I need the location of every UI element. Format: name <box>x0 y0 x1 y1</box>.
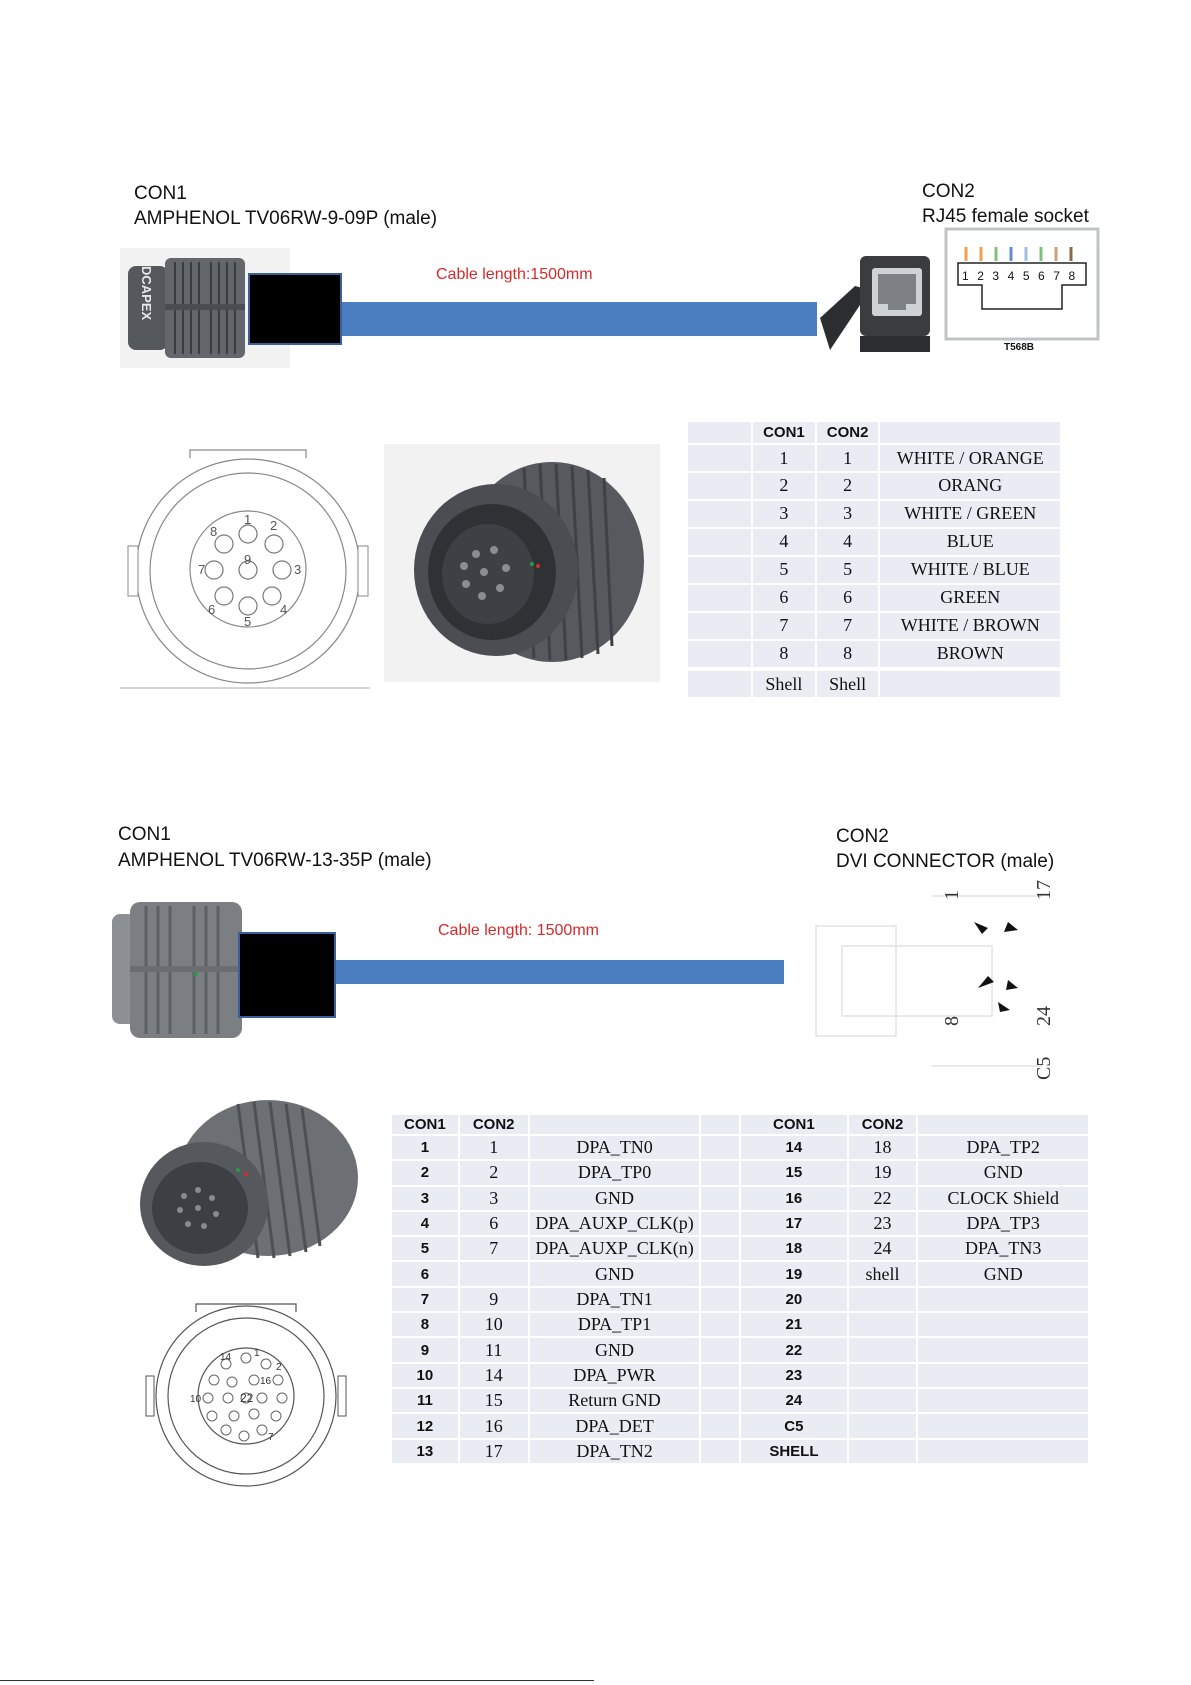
s2-dvi-label-c5: C5 <box>1033 1056 1055 1080</box>
signal: DPA_TN2 <box>529 1439 701 1464</box>
s2-con2-title: CON2 <box>836 826 889 847</box>
table-row <box>391 1312 1089 1337</box>
con2-pin <box>848 1337 918 1362</box>
con2-pin: 6 <box>459 1211 529 1236</box>
s2-amphenol-connector-image <box>112 896 242 1042</box>
con2-pin: 23 <box>848 1211 918 1236</box>
s1-con1-desc: AMPHENOL TV06RW-9-09P (male) <box>134 208 438 229</box>
signal: GND <box>917 1160 1089 1185</box>
s2-face-pin-7: 7 <box>268 1432 274 1443</box>
s1-con2-title: CON2 <box>922 181 975 202</box>
s1-header-con1: CON1 <box>752 421 816 444</box>
con1-pin: 7 <box>391 1287 459 1312</box>
con1-pin: 9 <box>391 1337 459 1362</box>
con1-pin: 1 <box>752 444 816 472</box>
con2-pin: 8 <box>816 640 880 668</box>
table-row <box>391 1388 1089 1413</box>
con2-pin: Shell <box>816 670 880 698</box>
s1-face-pin-5: 5 <box>244 614 252 629</box>
signal <box>917 1388 1089 1413</box>
s2-header-gap <box>700 1114 740 1135</box>
signal: DPA_TP3 <box>917 1211 1089 1236</box>
s2-face-pin-1: 1 <box>254 1348 260 1359</box>
signal <box>917 1312 1089 1337</box>
signal: DPA_AUXP_CLK(p) <box>529 1211 701 1236</box>
s1-header-blank <box>687 421 752 444</box>
con1-pin: 8 <box>752 640 816 668</box>
s2-con1-desc: AMPHENOL TV06RW-13-35P (male) <box>118 850 432 871</box>
table-row <box>687 612 1061 640</box>
s2-header-con1-left: CON1 <box>391 1114 459 1135</box>
signal: DPA_TN3 <box>917 1236 1089 1261</box>
con2-pin: 24 <box>848 1236 918 1261</box>
s1-brand-text: DCAPEX <box>139 266 154 321</box>
con2-pin: 22 <box>848 1186 918 1211</box>
table-row <box>391 1160 1089 1185</box>
signal: DPA_AUXP_CLK(n) <box>529 1236 701 1261</box>
table-row <box>687 640 1061 668</box>
con2-pin: 10 <box>459 1312 529 1337</box>
s2-cable-boot <box>238 932 336 1018</box>
s2-header-signal-right <box>917 1114 1089 1135</box>
table-row <box>391 1363 1089 1388</box>
con1-pin: 1 <box>391 1135 459 1160</box>
signal: DPA_TN0 <box>529 1135 701 1160</box>
wire-color: WHITE / BROWN <box>879 612 1061 640</box>
con1-pin: 5 <box>391 1236 459 1261</box>
signal: GND <box>917 1261 1089 1286</box>
s1-rj45-pinout-diagram <box>944 227 1100 353</box>
s2-face-pin-16: 16 <box>260 1376 272 1387</box>
s2-dvi-label-1b: 1 <box>941 890 963 900</box>
s1-cable <box>342 302 817 336</box>
s1-rj45-standard: T568B <box>1004 342 1035 353</box>
s1-pin-table <box>686 420 1062 699</box>
wire-color: ORANG <box>879 472 1061 500</box>
con1-pin: Shell <box>752 670 816 698</box>
con2-pin: 2 <box>459 1160 529 1185</box>
con2-pin: 19 <box>848 1160 918 1185</box>
s1-rj45-pin-numbers: 1 2 3 4 5 6 7 8 <box>962 269 1078 283</box>
con2-pin: 4 <box>816 528 880 556</box>
con1-pin: 2 <box>391 1160 459 1185</box>
signal: CLOCK Shield <box>917 1186 1089 1211</box>
con1-pin: 19 <box>740 1261 848 1286</box>
con1-pin: 3 <box>752 500 816 528</box>
con2-pin: 7 <box>459 1236 529 1261</box>
signal: DPA_PWR <box>529 1363 701 1388</box>
s1-cable-length-label: Cable length:1500mm <box>436 266 593 283</box>
con1-pin: 23 <box>740 1363 848 1388</box>
table-row <box>391 1186 1089 1211</box>
s1-header-con2: CON2 <box>816 421 880 444</box>
s1-cable-boot <box>248 273 342 345</box>
con2-pin: 14 <box>459 1363 529 1388</box>
s1-con2-desc: RJ45 female socket <box>922 206 1089 227</box>
table-row <box>687 528 1061 556</box>
con1-pin: 17 <box>740 1211 848 1236</box>
s2-pin-table <box>390 1113 1090 1465</box>
con1-pin: 3 <box>391 1186 459 1211</box>
s2-cable-length-label: Cable length: 1500mm <box>438 922 599 939</box>
con1-pin: 18 <box>740 1236 848 1261</box>
s1-header-color <box>879 421 1061 444</box>
con2-pin: 15 <box>459 1388 529 1413</box>
con2-pin: 5 <box>816 556 880 584</box>
con2-pin: 7 <box>816 612 880 640</box>
table-row <box>391 1413 1089 1438</box>
wire-color: GREEN <box>879 584 1061 612</box>
con2-pin: 17 <box>459 1439 529 1464</box>
signal <box>917 1337 1089 1362</box>
con1-pin: 6 <box>391 1261 459 1286</box>
con1-pin: 15 <box>740 1160 848 1185</box>
s2-dvi-label-24: 24 <box>1033 1006 1055 1026</box>
con2-pin: 2 <box>816 472 880 500</box>
s1-connector-face-diagram <box>120 446 375 691</box>
con2-pin <box>848 1287 918 1312</box>
s2-table-header-row <box>391 1114 1089 1135</box>
con1-pin: 22 <box>740 1337 848 1362</box>
table-row <box>687 444 1061 472</box>
s2-connector-face-diagram <box>136 1300 358 1490</box>
con1-pin: 4 <box>391 1211 459 1236</box>
s2-connector-3d-image <box>134 1092 362 1278</box>
con2-pin <box>848 1363 918 1388</box>
con2-pin <box>459 1261 529 1286</box>
con2-pin: 3 <box>816 500 880 528</box>
con2-pin: 9 <box>459 1287 529 1312</box>
con2-pin <box>848 1388 918 1413</box>
s1-con1-title: CON1 <box>134 183 187 204</box>
footer-divider <box>0 1680 594 1681</box>
table-row <box>391 1337 1089 1362</box>
con1-pin: 14 <box>740 1135 848 1160</box>
s1-face-pin-7: 7 <box>198 562 206 577</box>
table-row <box>391 1261 1089 1286</box>
wire-color <box>879 670 1061 698</box>
con2-pin: 1 <box>459 1135 529 1160</box>
table-row <box>687 472 1061 500</box>
signal <box>917 1363 1089 1388</box>
s1-face-pin-4: 4 <box>280 602 288 617</box>
con1-pin: 12 <box>391 1413 459 1438</box>
con1-pin: SHELL <box>740 1439 848 1464</box>
signal: GND <box>529 1186 701 1211</box>
con1-pin: 20 <box>740 1287 848 1312</box>
con1-pin: 8 <box>391 1312 459 1337</box>
s1-face-pin-6: 6 <box>208 602 216 617</box>
con1-pin: 4 <box>752 528 816 556</box>
con1-pin: 16 <box>740 1186 848 1211</box>
signal <box>917 1287 1089 1312</box>
s2-dvi-label-17: 17 <box>1033 880 1055 900</box>
table-row <box>391 1211 1089 1236</box>
s2-face-pin-22: 22 <box>240 1391 254 1405</box>
s1-face-pin-9: 9 <box>244 552 252 567</box>
con2-pin: 18 <box>848 1135 918 1160</box>
con1-pin: 7 <box>752 612 816 640</box>
table-row <box>391 1135 1089 1160</box>
s2-face-pin-10: 10 <box>190 1394 202 1405</box>
con2-pin: 3 <box>459 1186 529 1211</box>
con2-pin: shell <box>848 1261 918 1286</box>
s2-header-signal-left <box>529 1114 701 1135</box>
con2-pin <box>848 1439 918 1464</box>
con1-pin: 21 <box>740 1312 848 1337</box>
con1-pin: C5 <box>740 1413 848 1438</box>
table-row <box>687 584 1061 612</box>
s2-face-pin-14: 14 <box>220 1352 232 1363</box>
signal: GND <box>529 1261 701 1286</box>
signal <box>917 1413 1089 1438</box>
con2-pin <box>848 1413 918 1438</box>
s1-face-pin-2: 2 <box>270 518 278 533</box>
table-row <box>391 1236 1089 1261</box>
s2-header-con2-left: CON2 <box>459 1114 529 1135</box>
s1-face-pin-8: 8 <box>210 524 218 539</box>
signal <box>917 1439 1089 1464</box>
con2-pin: 6 <box>816 584 880 612</box>
table-row <box>391 1439 1089 1464</box>
signal: GND <box>529 1337 701 1362</box>
table-row <box>687 556 1061 584</box>
s1-connector-3d-image <box>384 444 660 682</box>
s1-rj45-socket-image <box>800 238 930 368</box>
con2-pin: 11 <box>459 1337 529 1362</box>
con2-pin: 1 <box>816 444 880 472</box>
s2-face-pin-2: 2 <box>276 1362 282 1373</box>
s2-con2-desc: DVI CONNECTOR (male) <box>836 851 1055 872</box>
signal: DPA_TP2 <box>917 1135 1089 1160</box>
wire-color: BROWN <box>879 640 1061 668</box>
signal: Return GND <box>529 1388 701 1413</box>
wire-color: WHITE / ORANGE <box>879 444 1061 472</box>
con2-pin <box>848 1312 918 1337</box>
signal: DPA_TP0 <box>529 1160 701 1185</box>
con1-pin: 11 <box>391 1388 459 1413</box>
table-row <box>391 1287 1089 1312</box>
con1-pin: 2 <box>752 472 816 500</box>
con1-pin: 5 <box>752 556 816 584</box>
s2-header-con1-right: CON1 <box>740 1114 848 1135</box>
s2-cable <box>336 960 784 984</box>
table-row <box>687 500 1061 528</box>
signal: DPA_TP1 <box>529 1312 701 1337</box>
s1-face-pin-3: 3 <box>294 562 302 577</box>
con1-pin: 10 <box>391 1363 459 1388</box>
wire-color: WHITE / BLUE <box>879 556 1061 584</box>
s2-header-con2-right: CON2 <box>848 1114 918 1135</box>
con1-pin: 6 <box>752 584 816 612</box>
s2-dvi-label-8: 8 <box>941 1016 963 1026</box>
signal: DPA_DET <box>529 1413 701 1438</box>
signal: DPA_TN1 <box>529 1287 701 1312</box>
s1-face-pin-1: 1 <box>244 512 252 527</box>
s2-con1-title: CON1 <box>118 824 171 845</box>
wire-color: WHITE / GREEN <box>879 500 1061 528</box>
con1-pin: 24 <box>740 1388 848 1413</box>
s2-dvi-connector-diagram <box>812 876 1072 1086</box>
con2-pin: 16 <box>459 1413 529 1438</box>
con1-pin: 13 <box>391 1439 459 1464</box>
s1-table-header-row <box>687 421 1061 444</box>
wire-color: BLUE <box>879 528 1061 556</box>
table-row <box>687 670 1061 698</box>
